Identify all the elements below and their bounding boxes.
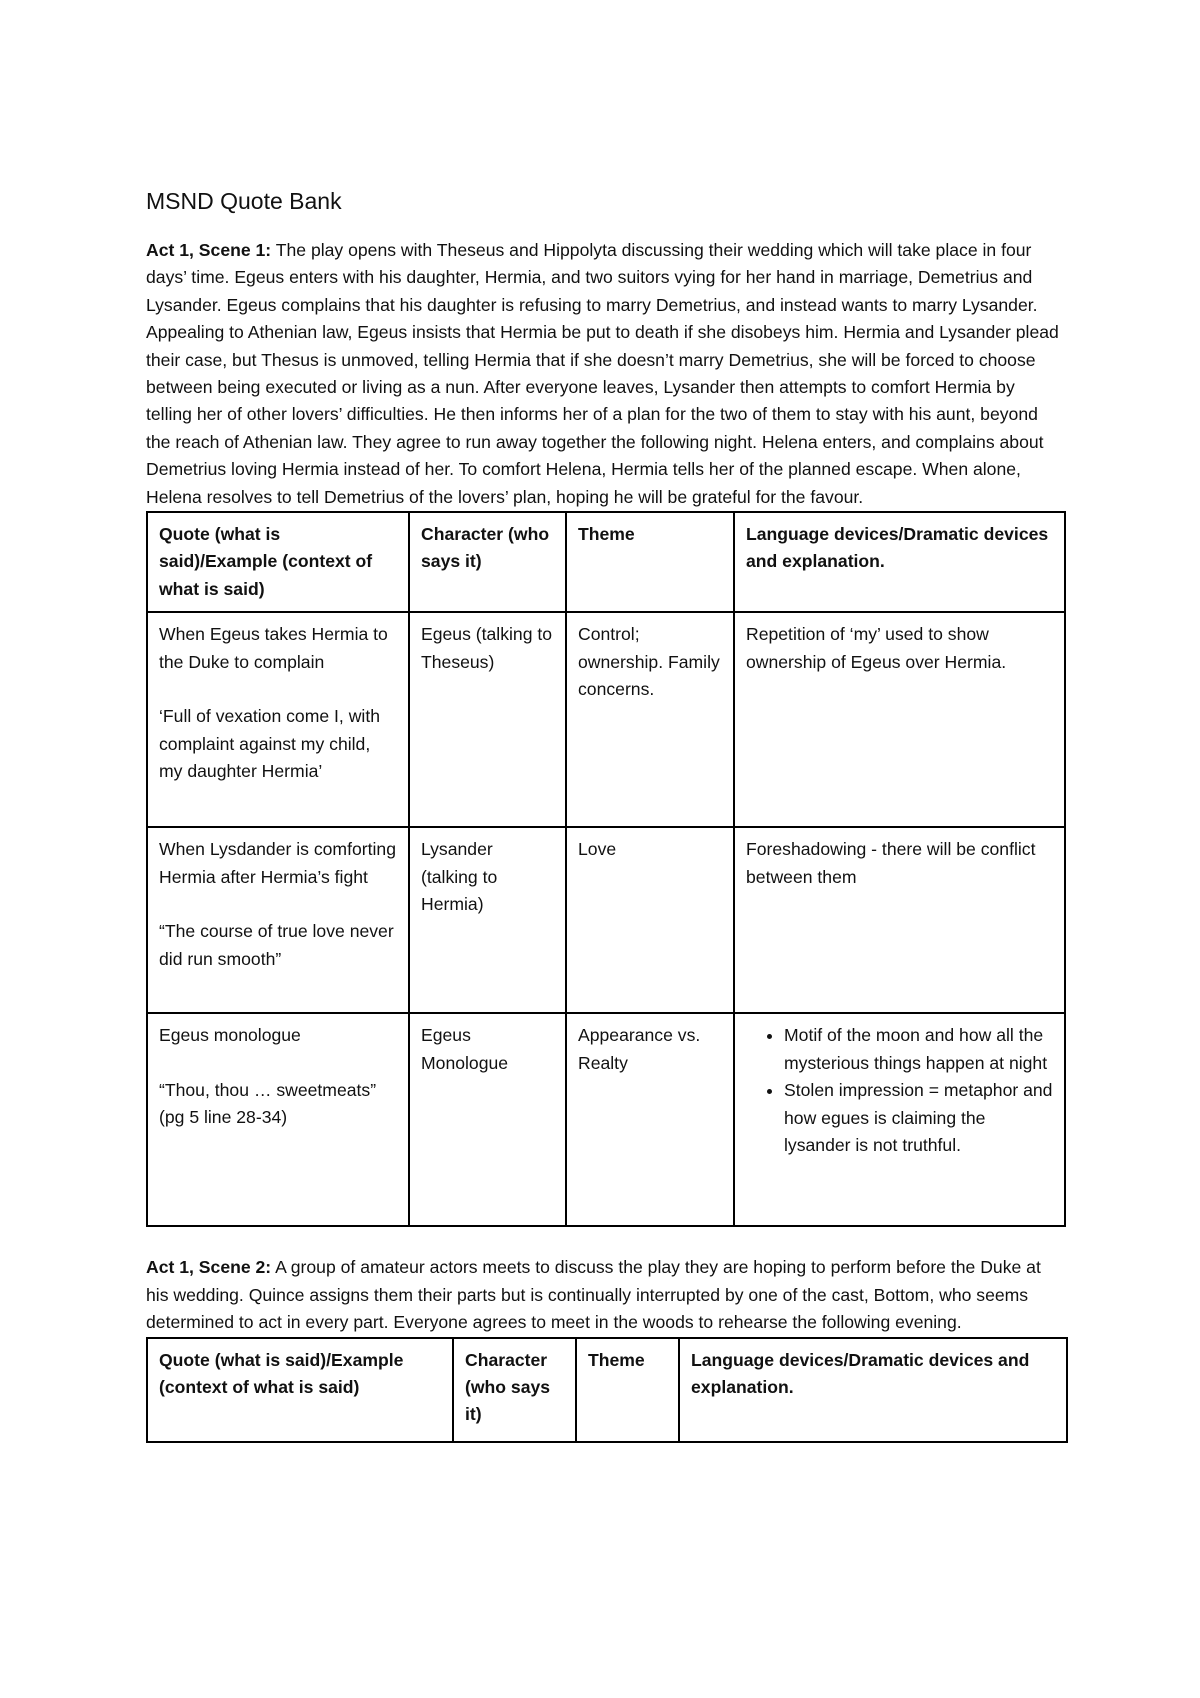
header-theme: Theme (576, 1338, 679, 1442)
act1-scene2-quote-table (146, 1337, 1068, 1443)
devices-cell: Repetition of ‘my’ used to show ownership of Egeus over Hermia. (734, 612, 1065, 827)
act1-scene1-quote-table (146, 511, 1066, 1227)
devices-bullet-list (746, 1022, 1053, 1159)
quote-text: “Thou, thou … sweetmeats” (pg 5 line 28-34) (159, 1079, 377, 1128)
devices-cell (734, 1013, 1065, 1226)
theme-cell: Control; ownership. Family concerns. (566, 612, 734, 827)
document-title: MSND Quote Bank (146, 188, 342, 214)
theme-cell: Love (566, 827, 734, 1013)
quote-cell (147, 612, 409, 827)
header-character: Character (who says it) (453, 1338, 576, 1442)
header-devices: Language devices/Dramatic devices and explanation. (734, 512, 1065, 612)
quote-context: When Lysdander is comforting Hermia after Hermia’s fight (159, 839, 396, 887)
act1-scene1-heading: Act 1, Scene 1: (146, 240, 272, 260)
act1-scene2-text: A group of amateur actors meets to discuss the play they are hoping to perform before the Duke at his wedding. Quince assigns them their parts but is continually interrupted by one of the cast, Bottom, who seems determined to act in every part. Everyone agrees to meet in the woods to rehearse the following evening. (146, 1257, 1041, 1333)
character-cell: Lysander (talking to Hermia) (409, 827, 566, 1013)
act1-scene1-summary (146, 237, 1064, 511)
character-cell: Egeus Monologue (409, 1013, 566, 1226)
devices-cell: Foreshadowing - there will be conflict between them (734, 827, 1065, 1013)
quote-text: “The course of true love never did run smooth” (159, 921, 394, 969)
list-item: • Motif of the moon and how all the mysterious things happen at night (784, 1022, 1053, 1077)
header-theme: Theme (566, 512, 734, 612)
act1-scene1-text: The play opens with Theseus and Hippolyta discussing their wedding which will take place in four days’ time. Egeus enters with his daughter, Hermia, and two suitors vying for her hand in marriage, Demetrius and Lysander. Egeus complains that his daughter is refusing to marry Demetrius, and instead wants to marry Lysander. Appealing to Athenian law, Egeus insists that Hermia be put to death if she disobeys him. Hermia and Lysander plead their case, but Thesus is unmoved, telling Hermia that if she doesn’t marry Demetrius, she will be forced to choose between being executed or living as a nun. After everyone leaves, Lysander then attempts to comfort Hermia by telling her of other lovers’ difficulties. He then informs her of a plan for the two of them to stay with his aunt, beyond the reach of Athenian law. They agree to run away together the following night. Helena enters, and complains about Demetrius loving Hermia instead of her. To comfort Helena, Hermia tells her of the planned escape. When alone, Helena resolves to tell Demetrius of the lovers’ plan, hoping he will be grateful for the favour. (146, 240, 1059, 507)
spacer (146, 1227, 1064, 1254)
act1-scene2-heading: Act 1, Scene 2: (146, 1257, 272, 1278)
table-header-row (147, 1338, 1067, 1442)
header-character: Character (who says it) (409, 512, 566, 612)
header-devices: Language devices/Dramatic devices and explanation. (679, 1338, 1067, 1442)
table-row (147, 1013, 1065, 1226)
theme-cell: Appearance vs. Realty (566, 1013, 734, 1226)
quote-context: Egeus monologue (159, 1025, 301, 1046)
quote-cell (147, 1013, 409, 1226)
act1-scene2-summary (146, 1254, 1064, 1336)
list-item: • Stolen impression = metaphor and how egues is claiming the lysander is not truthful. (784, 1077, 1053, 1159)
quote-context: When Egeus takes Hermia to the Duke to complain (159, 624, 388, 672)
quote-cell (147, 827, 409, 1013)
header-quote: Quote (what is said)/Example (context of what is said) (147, 512, 409, 612)
header-quote: Quote (what is said)/Example (context of what is said) (147, 1338, 453, 1442)
table-row (147, 612, 1065, 827)
quote-text: ‘Full of vexation come I, with complaint against my child, my daughter Hermia’ (159, 706, 380, 781)
character-cell: Egeus (talking to Theseus) (409, 612, 566, 827)
table-header-row (147, 512, 1065, 612)
document-page (146, 188, 1064, 1443)
table-row (147, 827, 1065, 1013)
